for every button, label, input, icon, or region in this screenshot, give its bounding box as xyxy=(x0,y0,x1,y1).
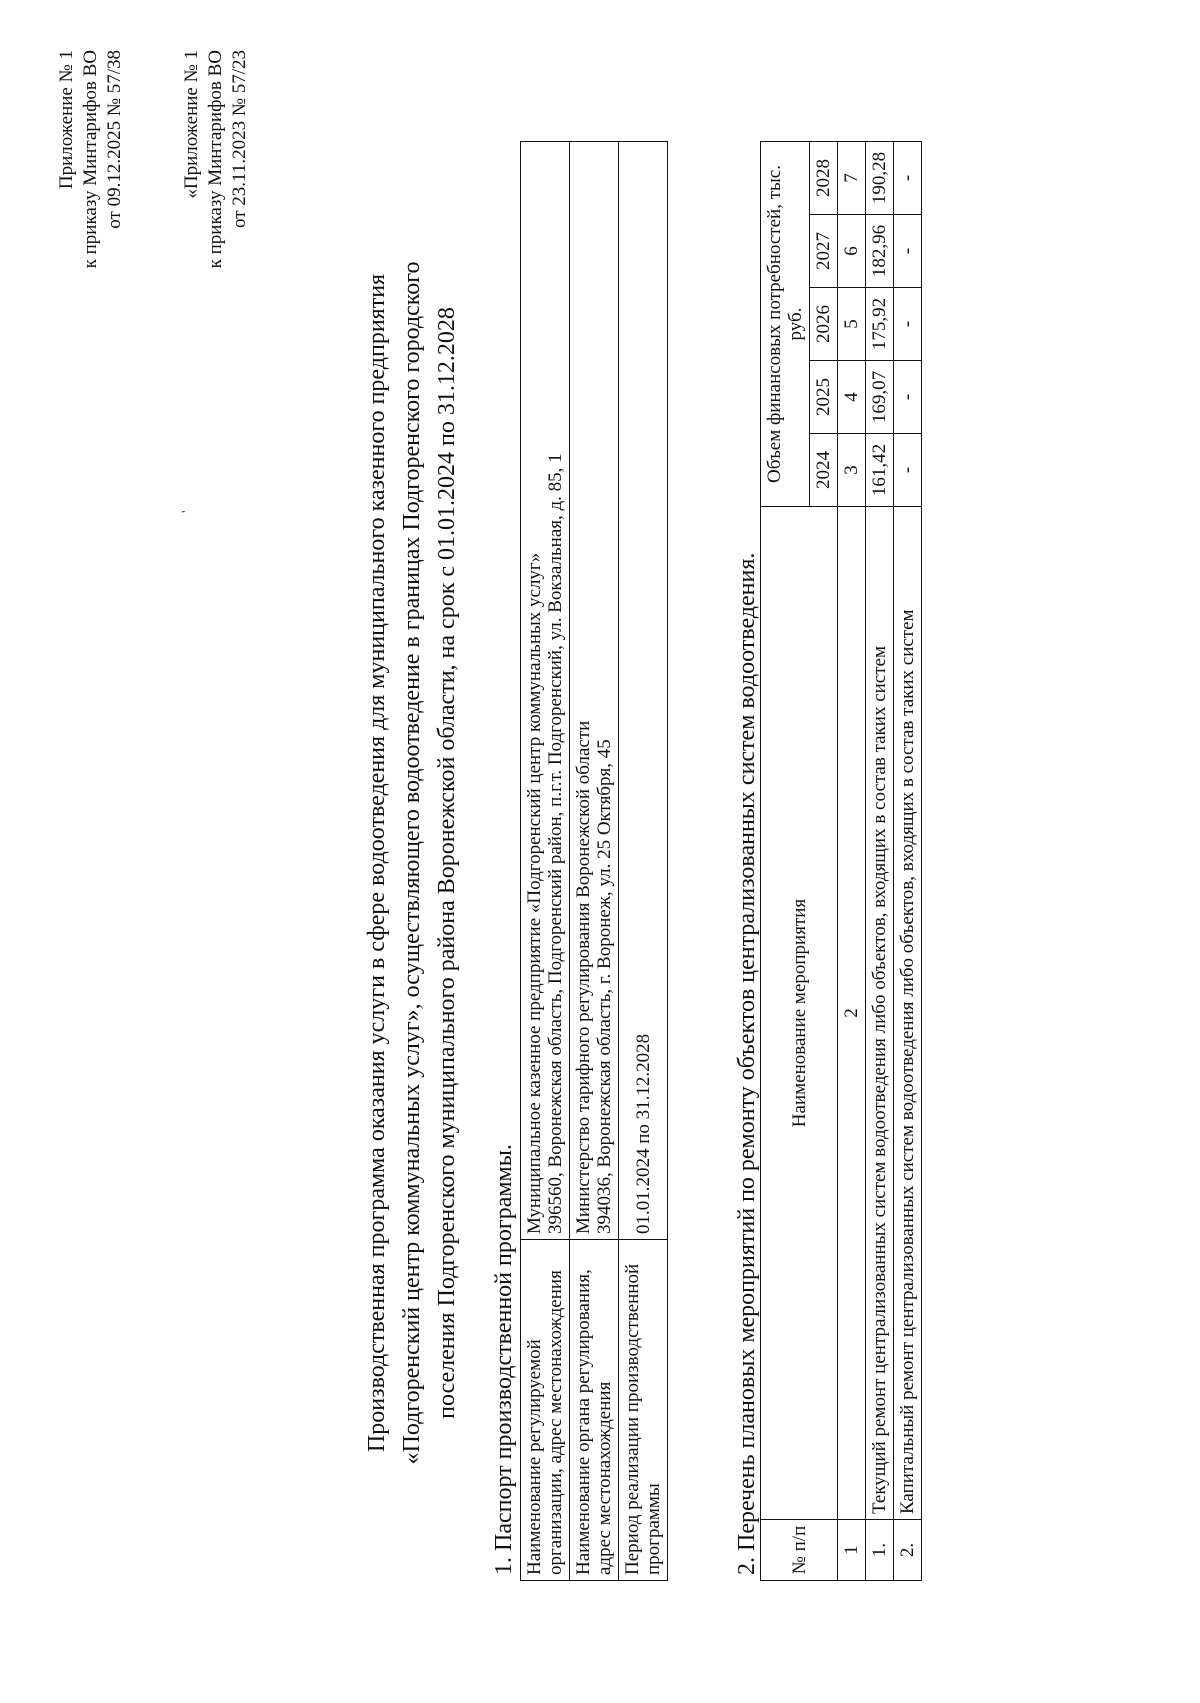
index-cell: 6 xyxy=(838,215,866,288)
passport-value-line1: Муниципальное казенное предприятие «Подгоренский центр коммунальных услуг» xyxy=(524,552,545,1234)
row-value: 190,28 xyxy=(866,142,894,215)
passport-value-line2: 396560, Воронежская область, Подгоренский район, п.г.т. Подгоренский, ул. Вокзальная, д. 85, 1 xyxy=(545,453,566,1234)
appendix-previous-line3: от 23.11.2023 № 57/23 xyxy=(229,50,250,229)
passport-value xyxy=(619,142,668,1240)
document-title xyxy=(360,63,465,1663)
passport-label: Период реализации производственной программы xyxy=(619,1240,668,1581)
row-value: 175,92 xyxy=(866,288,894,361)
appendix-previous-line2: к приказу Минтарифов ВО xyxy=(205,50,226,269)
header-name: Наименование мероприятия xyxy=(761,507,838,1520)
passport-row xyxy=(521,142,570,1581)
row-name: Капитальный ремонт централизованных систем водоотведения либо объектов, входящих в состав таких систем xyxy=(894,507,922,1520)
header-num: № п/п xyxy=(761,1520,838,1581)
row-value: - xyxy=(894,215,922,288)
passport-table xyxy=(520,141,668,1581)
section1-heading: 1. Паспорт производственной программы. xyxy=(491,1144,517,1575)
row-value: 161,42 xyxy=(866,434,894,507)
plan-header-row xyxy=(761,142,810,1581)
header-year: 2026 xyxy=(810,288,838,361)
row-num: 1. xyxy=(866,1520,894,1581)
passport-value-line1: 01.01.2024 по 31.12.2028 xyxy=(632,1033,654,1234)
index-cell: 5 xyxy=(838,288,866,361)
plan-table xyxy=(760,141,922,1581)
passport-row xyxy=(570,142,619,1581)
passport-value xyxy=(570,142,619,1240)
appendix-current xyxy=(55,50,127,268)
row-value: 182,96 xyxy=(866,215,894,288)
header-year: 2025 xyxy=(810,361,838,434)
header-volume: Объем финансовых потребностей, тыс. руб. xyxy=(761,142,810,507)
index-cell: 2 xyxy=(838,507,866,1520)
passport-label: Наименование органа регулирования, адрес местонахождения xyxy=(570,1240,619,1581)
header-year: 2027 xyxy=(810,215,838,288)
row-num: 2. xyxy=(894,1520,922,1581)
row-value: - xyxy=(894,288,922,361)
stray-mark: ' xyxy=(180,510,195,513)
index-cell: 3 xyxy=(838,434,866,507)
row-value: - xyxy=(894,142,922,215)
passport-value-line2: 394036, Воронежская область, г. Воронеж, ул. 25 Октября, 45 xyxy=(594,739,615,1234)
passport-value-line1: Министерство тарифного регулирования Воронежской области xyxy=(573,720,594,1234)
row-value: - xyxy=(894,434,922,507)
appendix-current-line2: к приказу Минтарифов ВО xyxy=(80,50,101,269)
plan-index-row xyxy=(838,142,866,1581)
section2-heading: 2. Перечень плановых мероприятий по ремонту объектов централизованных систем водоотведения. xyxy=(734,552,760,1575)
row-name: Текущий ремонт централизованных систем водоотведения либо объектов, входящих в состав таких систем xyxy=(866,507,894,1520)
header-year: 2024 xyxy=(810,434,838,507)
passport-label: Наименование регулируемой организации, адрес местонахождения xyxy=(521,1240,570,1581)
title-line3: поселения Подгоренского муниципального района Воронежской области, на срок с 01.01.2024 по 31.12.2028 xyxy=(434,307,460,1419)
passport-row xyxy=(619,142,668,1581)
appendix-current-line3: от 09.12.2025 № 57/38 xyxy=(104,50,125,229)
plan-row xyxy=(894,142,922,1581)
passport-value xyxy=(521,142,570,1240)
appendix-current-line1: Приложение № 1 xyxy=(56,50,77,190)
index-cell: 1 xyxy=(838,1520,866,1581)
index-cell: 4 xyxy=(838,361,866,434)
row-value: 169,07 xyxy=(866,361,894,434)
header-year: 2028 xyxy=(810,142,838,215)
index-cell: 7 xyxy=(838,142,866,215)
title-line2: «Подгоренский центр коммунальных услуг», осуществляющего водоотведение в границах Подгоренского городского xyxy=(399,261,425,1465)
appendix-previous xyxy=(180,50,252,268)
appendix-previous-line1: «Приложение № 1 xyxy=(181,50,202,199)
row-value: - xyxy=(894,361,922,434)
plan-row xyxy=(866,142,894,1581)
title-line1: Производственная программа оказания услуги в сфере водоотведения для муниципального казенного предприятия xyxy=(364,273,390,1453)
